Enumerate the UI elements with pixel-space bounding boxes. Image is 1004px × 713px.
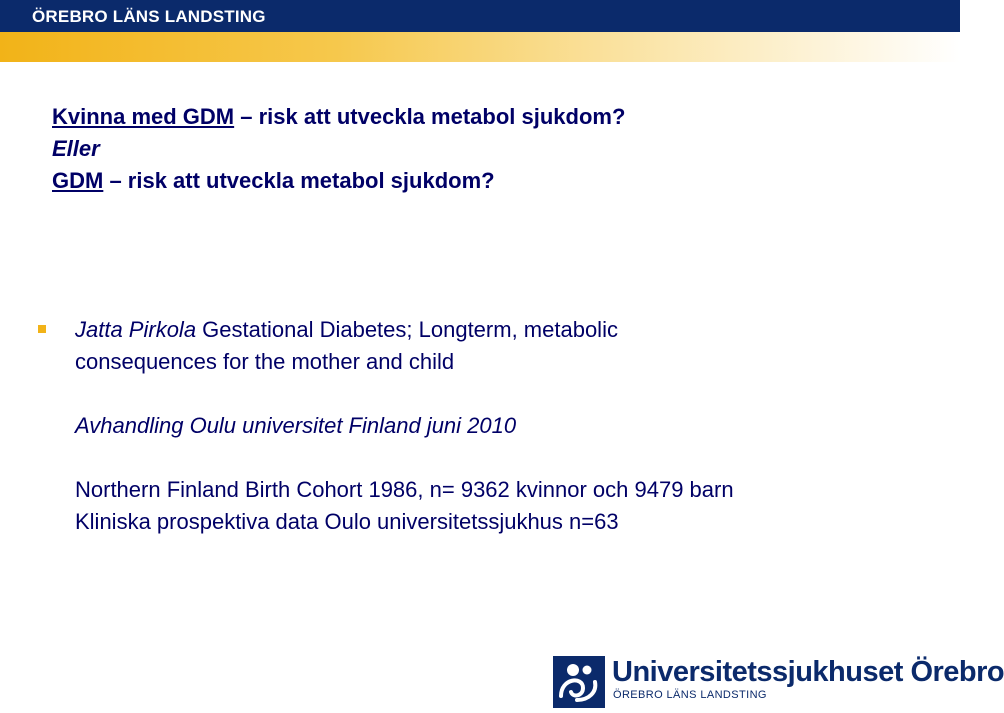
thesis-title-part-1: Gestational Diabetes; Longterm, metabolic (196, 317, 618, 342)
title-line-3 (52, 165, 625, 197)
body-line-thesis-1 (75, 314, 935, 346)
spacer (75, 378, 935, 410)
logo-subtitle: ÖREBRO LÄNS LANDSTING (613, 689, 767, 701)
title-line-3-rest: – risk att utveckla metabol sjukdom? (103, 168, 495, 193)
title-line-1 (52, 101, 625, 133)
clinical-data-line: Kliniska prospektiva data Oulo universitetssjukhus n=63 (75, 509, 619, 534)
hospital-emblem-icon (553, 656, 605, 708)
body-text (75, 314, 935, 538)
thesis-title-part-2: consequences for the mother and child (75, 349, 455, 374)
title-line-1-underlined: Kvinna med GDM (52, 104, 235, 129)
logo-name: Universitetssjukhuset Örebro (612, 656, 1004, 688)
author-name: Jatta Pirkola (75, 317, 197, 342)
hospital-logo (553, 656, 1004, 708)
square-bullet-icon (38, 325, 46, 333)
slide-title (52, 101, 625, 197)
thesis-info: Avhandling Oulu universitet Finland juni 2010 (75, 413, 517, 438)
header-bar (0, 0, 960, 32)
title-line-2: Eller (52, 136, 100, 161)
spacer (75, 442, 935, 474)
title-line-3-underlined: GDM (52, 168, 104, 193)
cohort-line: Northern Finland Birth Cohort 1986, n= 9362 kvinnor och 9479 barn (75, 477, 734, 502)
accent-stripe (0, 32, 960, 62)
title-line-1-rest: – risk att utveckla metabol sjukdom? (234, 104, 626, 129)
header-title: ÖREBRO LÄNS LANDSTING (32, 7, 266, 26)
